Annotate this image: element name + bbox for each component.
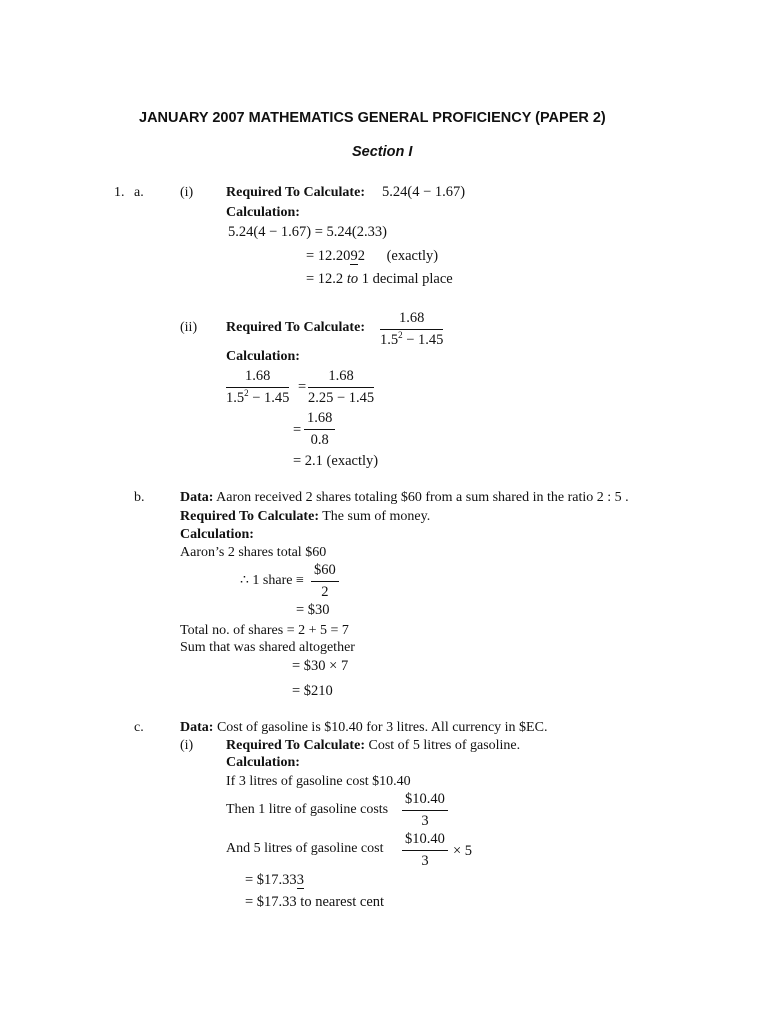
calc-result-1: = $17.333 [245, 872, 304, 888]
sum-calc-line: = $30 × 7 [292, 658, 349, 674]
page-title: JANUARY 2007 MATHEMATICS GENERAL PROFICIENCY (PAPER 2) [139, 110, 606, 126]
rtc-line: Required To Calculate: The sum of money. [180, 509, 431, 524]
calc-line-1: 5.24(4 − 1.67) = 5.24(2.33) [228, 224, 387, 240]
rtc-expression: 5.24(4 − 1.67) [382, 184, 466, 200]
calc-line-3: = 12.2 to 1 decimal place [306, 271, 453, 287]
calc-line-1: Aaron’s 2 shares total $60 [180, 545, 327, 560]
subpart-i-label: (i) [180, 185, 194, 200]
data-line: Data: Aaron received 2 shares totaling $60 from a sum shared in the ratio 2 : 5 . [180, 490, 629, 505]
data-line: Data: Cost of gasoline is $10.40 for 3 litres. All currency in $EC. [180, 720, 548, 735]
calc-line-3: And 5 litres of gasoline cost [226, 841, 384, 856]
total-shares-line: Total no. of shares = 2 + 5 = 7 [180, 623, 349, 638]
part-a-letter: a. [134, 185, 144, 200]
calculation-label: Calculation: [180, 527, 254, 542]
part-b-letter: b. [134, 490, 145, 505]
rtc-fraction: $\frac{1.68}{1.5^2 - 1.45}$ [380, 310, 444, 348]
rtc-label: Required To Calculate: [226, 185, 365, 200]
calc-result-2: = $17.33 to nearest cent [245, 894, 385, 910]
calc-line-2: Then 1 litre of gasoline costs [226, 802, 389, 817]
calc-line-2: = 12.2092 (exactly) [306, 248, 439, 264]
section-heading: Section I [352, 144, 413, 160]
sum-shared-line: Sum that was shared altogether [180, 640, 355, 655]
calc-fraction-simplified: $\frac{1.68}{0.8}$ [304, 410, 335, 448]
five-litre-fraction: $\frac{\$10.40}{3}$ [402, 831, 448, 869]
multiplier: × 5 [453, 843, 473, 859]
equals-sign: = [298, 379, 307, 395]
rtc-line: Required To Calculate: Cost of 5 litres of gasoline. [226, 738, 521, 753]
subpart-i-label: (i) [180, 738, 194, 753]
share-result: = $30 [296, 602, 330, 618]
share-label: ∴ 1 share ≡ [240, 573, 304, 588]
unit-cost-fraction: $\frac{\$10.40}{3}$ [402, 791, 448, 829]
calc-result: = 2.1 (exactly) [293, 453, 379, 469]
rtc-label: Required To Calculate: [226, 320, 365, 335]
calc-fraction-lhs: $\frac{1.68}{1.5^2 - 1.45}$ [226, 368, 290, 406]
sum-result: = $210 [292, 683, 333, 699]
part-c-letter: c. [134, 720, 144, 735]
calc-fraction-rhs: $\frac{1.68}{2.25 - 1.45}$ [308, 368, 375, 406]
calculation-label: Calculation: [226, 755, 300, 770]
calculation-label: Calculation: [226, 349, 300, 364]
question-number: 1. [114, 185, 125, 200]
share-fraction: $\frac{\$60}{2}$ [311, 562, 339, 600]
calculation-label: Calculation: [226, 205, 300, 220]
calc-line-1: If 3 litres of gasoline cost $10.40 [226, 774, 411, 789]
equals-sign: = [293, 422, 302, 438]
subpart-ii-label: (ii) [180, 320, 198, 335]
